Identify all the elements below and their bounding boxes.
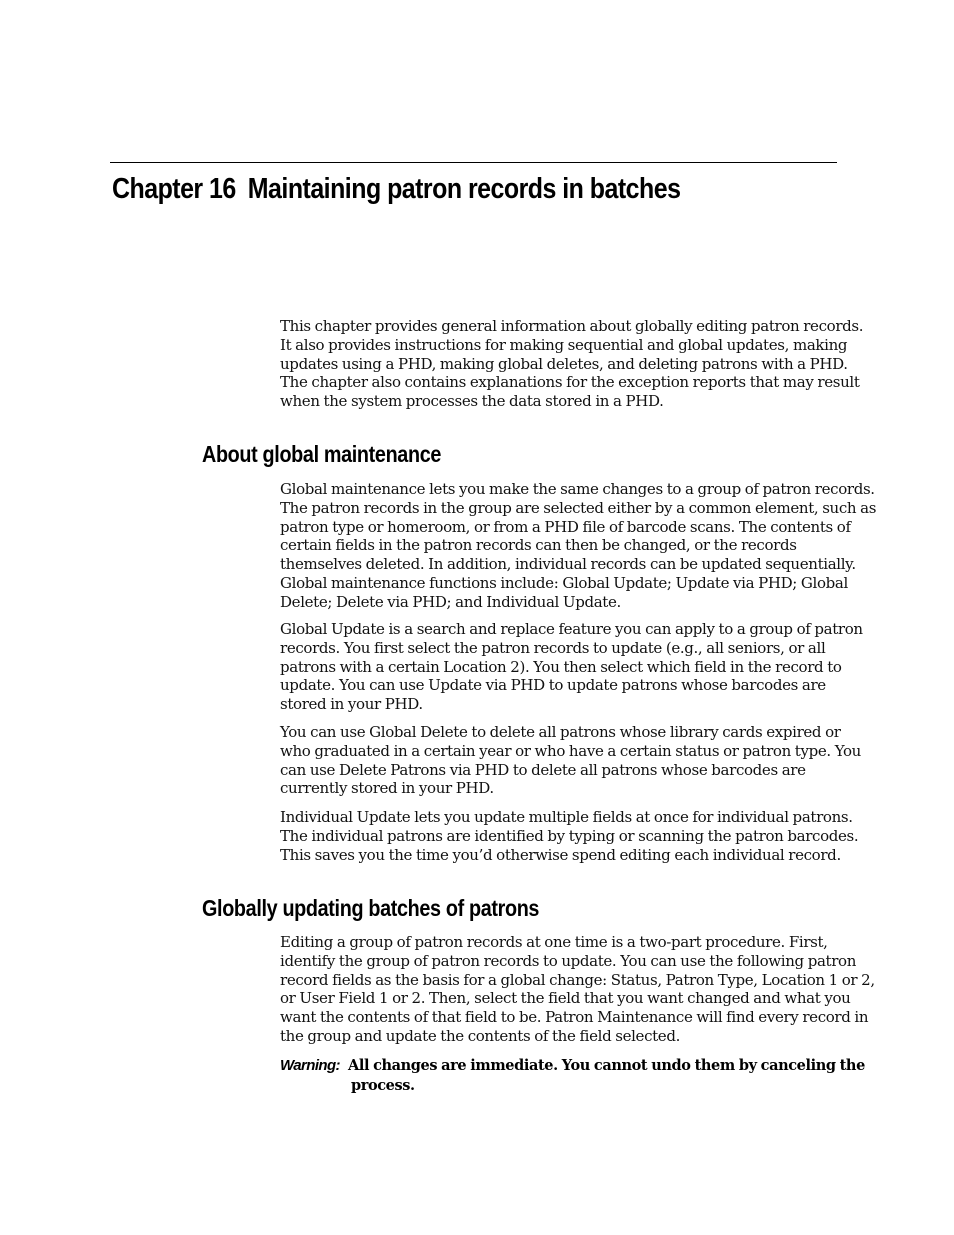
paragraph-line: want the contents of that field to be. Patron Maintenance will find every record in [280,1008,869,1027]
update-paragraph [280,933,875,1046]
paragraph-line: Global maintenance lets you make the same changes to a group of patron records. [280,480,875,498]
paragraph-line: the group and update the contents of the field selected. [280,1026,681,1045]
paragraph-line: patron type or homeroom, or from a PHD file of barcode scans. The contents of [280,517,851,536]
paragraph-line: or User Field 1 or 2. Then, select the field that you want changed and what you [280,989,851,1008]
chapter-number: Chapter 16 [112,173,236,205]
about-heading: About global maintenance [202,441,442,467]
intro-line: It also provides instructions for making sequential and global updates, making [280,335,848,354]
paragraph-line: Individual Update lets you update multiple fields at once for individual patrons. [280,808,853,826]
chapter-title-text: Maintaining patron records in batches [247,173,681,205]
paragraph-line: update. You can use Update via PHD to update patrons whose barcodes are [280,676,826,695]
paragraph-line: You can use Global Delete to delete all patrons whose library cards expired or [280,723,841,741]
warning-line-2: process. [351,1076,415,1094]
intro-line: updates using a PHD, making global deletes, and deleting patrons with a PHD. [280,354,848,373]
about-paragraph-2 [280,620,863,714]
paragraph-line: The individual patrons are identified by typing or scanning the patron barcodes. [280,826,859,845]
intro-line: The chapter also contains explanations for the exception reports that may result [280,373,860,392]
paragraph-line: Delete; Delete via PHD; and Individual Update. [280,592,621,611]
intro-paragraph [280,317,864,411]
paragraph-line: stored in your PHD. [280,695,423,714]
paragraph-line: Global maintenance functions include: Global Update; Update via PHD; Global [280,573,848,592]
update-heading: Globally updating batches of patrons [202,895,540,921]
paragraph-line: record fields as the basis for a global change: Status, Patron Type, Location 1 or 2, [280,970,875,989]
paragraph-line: Global Update is a search and replace feature you can apply to a group of patron [280,620,863,638]
warning-line-1 [280,1056,865,1076]
paragraph-line: currently stored in your PHD. [280,779,494,798]
warning-label: Warning: [280,1057,340,1074]
paragraph-line: can use Delete Patrons via PHD to delete all patrons whose barcodes are [280,760,806,779]
paragraph-line: The patron records in the group are selected either by a common element, such as [280,498,877,517]
paragraph-line: patrons with a certain Location 2). You then select which field in the record to [280,657,842,676]
about-paragraph-1 [280,480,877,612]
paragraph-line: themselves deleted. In addition, individual records can be updated sequentially. [280,555,856,574]
paragraph-line: identify the group of patron records to update. You can use the following patron [280,951,857,970]
paragraph-line: records. You first select the patron records to update (e.g., all seniors, or all [280,638,826,657]
chapter-title [112,168,680,210]
about-paragraph-4 [280,808,859,864]
chapter-rule [110,162,837,163]
warning-text: All changes are immediate. You cannot undo them by canceling the [347,1057,865,1074]
paragraph-line: certain fields in the patron records can then be changed, or the records [280,536,797,555]
warning-note [280,1056,865,1095]
paragraph-line: This saves you the time you’d otherwise spend editing each individual record. [280,845,841,864]
about-paragraph-3 [280,723,861,798]
intro-line: when the system processes the data stored in a PHD. [280,392,664,411]
paragraph-line: Editing a group of patron records at one time is a two-part procedure. First, [280,933,828,951]
intro-line: This chapter provides general information about globally editing patron records. [280,317,864,335]
paragraph-line: who graduated in a certain year or who have a certain status or patron type. You [280,741,861,760]
